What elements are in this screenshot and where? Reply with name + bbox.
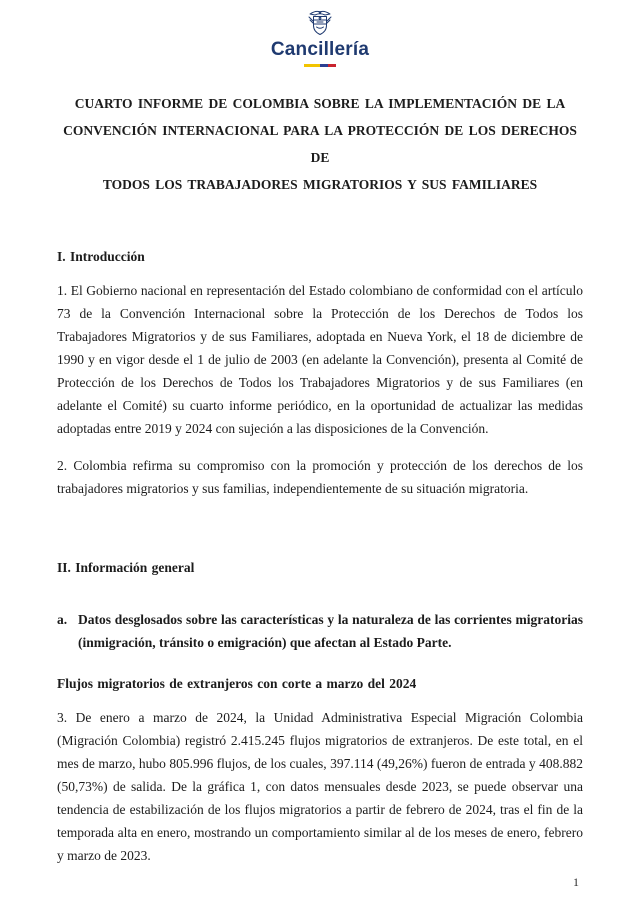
section-heading-informacion-general: II. Información general [57, 559, 195, 575]
subsection-heading-flujos-migratorios: Flujos migratorios de extranjeros con corte a marzo del 2024 [57, 675, 417, 691]
list-item-a [57, 608, 583, 654]
document-title-line: CUARTO INFORME DE COLOMBIA SOBRE LA IMPLEMENTACIÓN DE LA [74, 96, 566, 111]
document-title-line: CONVENCIÓN INTERNACIONAL PARA LA PROTECCIÓN DE LOS DERECHOS DE [63, 123, 577, 165]
colombia-flag-bar [304, 64, 336, 67]
flag-blue-segment [320, 64, 328, 67]
document-title-line: TODOS LOS TRABAJADORES MIGRATORIOS Y SUS FAMILIARES [102, 177, 538, 192]
header-logo [57, 0, 583, 67]
paragraph-2: 2. Colombia refirma su compromiso con la promoción y protección de los derechos de los trabajadores migratorios y sus familias, independientemente de su situación migratoria. [57, 457, 583, 496]
page-number: 1 [573, 875, 579, 889]
flag-yellow-segment [304, 64, 320, 67]
logo-wordmark: Cancillería [270, 39, 370, 60]
coat-of-arms-icon [307, 9, 333, 39]
list-item-a-label: a. [57, 611, 68, 627]
flag-red-segment [328, 64, 336, 67]
paragraph-1: 1. El Gobierno nacional en representación del Estado colombiano de conformidad con el artículo 73 de la Convención Internacional sobre la Protección de los Derechos de Todos los Trabajadores Migratorios y de sus Familiares, adoptada en Nueva York, el 18 de diciembre de 1990 y en vigor desde el 1 de julio de 2003 (en adelante la Convención), presenta al Comité de Protección de los Derechos de Todos los Trabajadores Migratorios y de sus Familiares (en adelante el Comité) su cuarto informe periódico, en la oportunidad de actualizar las medidas adoptadas entre 2019 y 2024 con sujeción a las disposiciones de la Convención. [57, 283, 583, 436]
document-title [57, 90, 583, 198]
paragraph-3: 3. De enero a marzo de 2024, la Unidad Administrativa Especial Migración Colombia (Migración Colombia) registró 2.415.245 flujos migratorios de extranjeros. De este total, en el mes de marzo, hubo 805.996 flujos, de los cuales, 397.114 (49,26%) fueron de entrada y 408.882 (50,73%) de salida. De la gráfica 1, con datos mensuales desde 2023, se puede observar una tendencia de estabilización de los flujos migratorios a partir de febrero de 2024, tras el fin de la temporada alta en enero, mostrando un comportamiento similar al de los meses de enero, febrero y marzo de 2023. [57, 709, 583, 863]
section-heading-introduccion: I. Introducción [57, 249, 145, 264]
list-item-a-text: Datos desglosados sobre las características y la naturaleza de las corrientes migratorias (inmigración, tránsito o emigración) que afectan al Estado Parte. [78, 611, 583, 650]
